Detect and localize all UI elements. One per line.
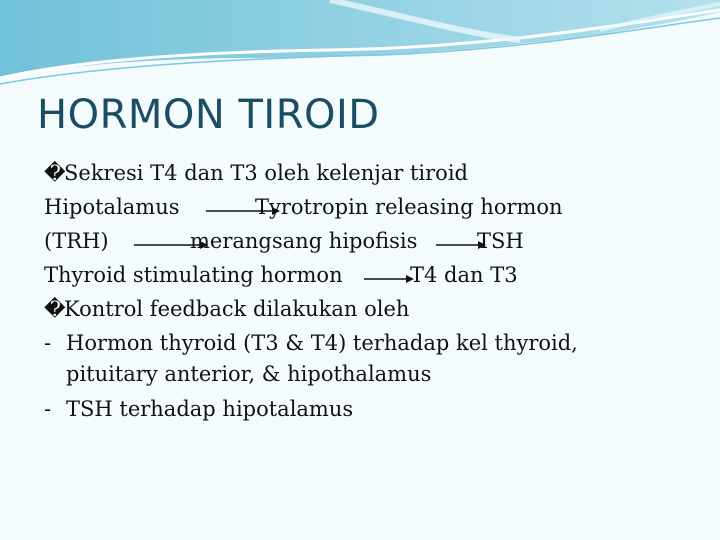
bullet-glyph: �	[44, 297, 66, 321]
dash-item-text: TSH terhadap hipotalamus	[66, 397, 354, 421]
bullet-line-kontrol	[44, 292, 714, 326]
line-text-a: (TRH)	[44, 229, 109, 253]
dash-item-continuation: pituitary anterior, & hipothalamus	[66, 362, 432, 386]
line-text-b: Tyrotropin releasing hormon	[255, 195, 563, 219]
dash-glyph: -	[44, 397, 52, 421]
line-text-a: Thyroid stimulating hormon	[44, 263, 343, 287]
line-text: Kontrol feedback dilakukan oleh	[64, 297, 410, 321]
dash-item-tsh	[44, 392, 714, 426]
slide-title: HORMON TIROID	[37, 92, 380, 138]
line-hipotalamus	[44, 190, 714, 224]
dash-item-hormon-thyroid	[44, 326, 714, 388]
line-text-c: TSH	[477, 229, 524, 253]
bullet-glyph: �	[44, 161, 66, 185]
dash-item-text: Hormon thyroid (T3 & T4) terhadap kel thyroid,	[66, 331, 578, 355]
line-trh	[44, 224, 714, 258]
header-wave-decoration	[0, 0, 720, 90]
slide-body	[44, 156, 714, 426]
dash-glyph: -	[44, 331, 52, 355]
line-text-a: Hipotalamus	[44, 195, 180, 219]
line-text-b: T4 dan T3	[410, 263, 518, 287]
line-tsh	[44, 258, 714, 292]
line-text: Sekresi T4 dan T3 oleh kelenjar tiroid	[64, 161, 468, 185]
bullet-line-sekresi	[44, 156, 714, 190]
line-text-b: merangsang hipofisis	[190, 229, 418, 253]
